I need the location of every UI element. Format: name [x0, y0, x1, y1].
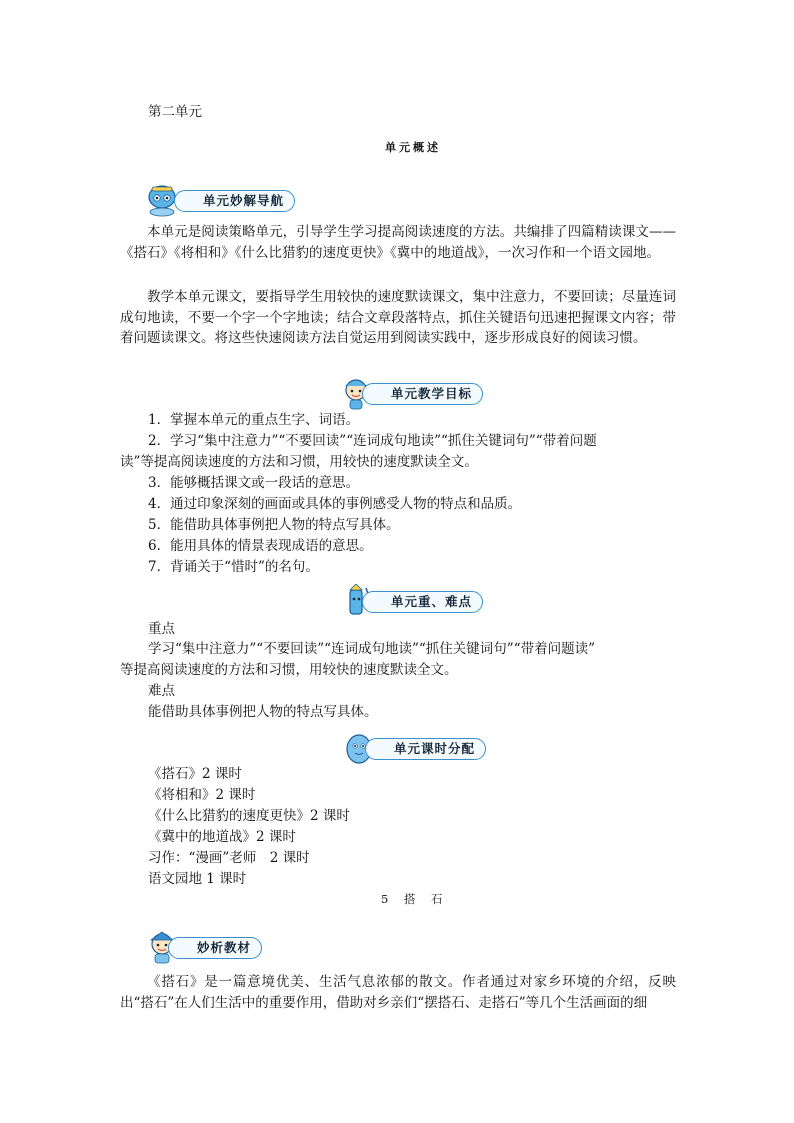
focus-key-label: 重点: [148, 621, 175, 637]
focus-hard-label: 难点: [148, 683, 175, 699]
goal-item-7: 7．背诵关于“惜时”的名句。: [148, 559, 319, 575]
goal-item-2: 2．学习“集中注意力”“不要回读”“连词成句地读”“抓住关键词句”“带着问题: [148, 433, 597, 449]
goal-item-1: 1．掌握本单元的重点生字、词语。: [148, 412, 360, 428]
focus-banner: [340, 584, 490, 614]
guide-paragraph-1: 本单元是阅读策略单元，引导学生学习提高阅读速度的方法。共编排了四篇精读课文——《搭石》《将相和》《什么比猎豹的速度更快》《冀中的地道战》，一次习作和一个语文园地。: [120, 224, 676, 261]
analysis-paragraph: 《搭石》是一篇意境优美、生活气息浓郁的散文。作者通过对家乡环境的介绍，反映出“搭石”在人们生活中的重要作用，借助对乡亲们“摆搭石、走搭石”等几个生活画面的细: [120, 974, 676, 1011]
schedule-item-5: 习作：“漫画”老师 2 课时: [148, 850, 310, 866]
focus-key-text-continued: 等提高阅读速度的方法和习惯，用较快的速度默读全文。: [120, 662, 458, 678]
unit-heading: 第二单元: [148, 104, 202, 120]
schedule-banner: [343, 731, 493, 761]
lesson-title: 5 搭 石: [381, 892, 445, 906]
analysis-banner-title: 妙析教材: [168, 937, 262, 959]
goal-item-4: 4．通过印象深刻的画面或具体的事例感受人物的特点和品质。: [148, 496, 522, 512]
goal-item-6: 6．能用具体的情景表现成语的意思。: [148, 538, 373, 554]
schedule-item-3: 《什么比猎豹的速度更快》2 课时: [148, 808, 350, 824]
schedule-item-6: 语文园地 1 课时: [148, 871, 247, 887]
guide-paragraph-2: 教学本单元课文，要指导学生用较快的速度默读课文，集中注意力，不要回读；尽量连词成句地读，不要一个字一个字地读；结合文章段落特点，抓住关键语句迅速把握课文内容；带着问题读课文。将这些快速阅读方法自觉运用到阅读实践中，逐步形成良好的阅读习惯。: [120, 289, 676, 346]
schedule-banner-title: 单元课时分配: [365, 738, 486, 760]
overview-heading: 单元概述: [385, 141, 441, 154]
guide-banner-title: 单元妙解导航: [174, 190, 295, 212]
analysis-banner: [146, 930, 276, 960]
goal-item-3: 3．能够概括课文或一段话的意思。: [148, 475, 360, 491]
schedule-item-1: 《搭石》2 课时: [148, 766, 242, 782]
focus-banner-title: 单元重、难点: [362, 591, 483, 613]
goals-banner: [340, 376, 490, 406]
schedule-item-4: 《冀中的地道战》2 课时: [148, 829, 296, 845]
goal-item-5: 5．能借助具体事例把人物的特点写具体。: [148, 517, 400, 533]
focus-hard-text: 能借助具体事例把人物的特点写具体。: [148, 704, 378, 720]
schedule-item-2: 《将相和》2 课时: [148, 787, 256, 803]
goal-item-2-continued: 读”等提高阅读速度的方法和习惯，用较快的速度默读全文。: [120, 454, 478, 470]
goals-banner-title: 单元教学目标: [362, 383, 483, 405]
focus-key-text: 学习“集中注意力”“不要回读”“连词成句地读”“抓住关键词句”“带着问题读”: [148, 641, 596, 657]
guide-banner: [146, 183, 296, 213]
